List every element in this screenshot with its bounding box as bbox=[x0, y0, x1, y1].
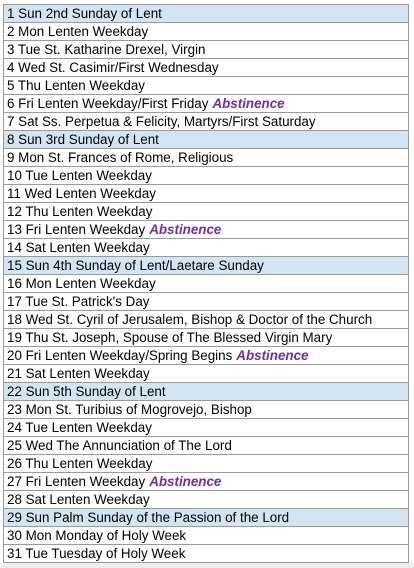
calendar-row[interactable] bbox=[3, 347, 409, 365]
calendar-row[interactable] bbox=[3, 77, 409, 95]
day-entry-text: 28 Sat Lenten Weekday bbox=[7, 492, 150, 507]
calendar-row-sunday[interactable] bbox=[3, 509, 409, 527]
day-entry-text: 12 Thu Lenten Weekday bbox=[7, 204, 153, 219]
calendar-row-sunday[interactable] bbox=[3, 131, 409, 149]
day-entry-text: 14 Sat Lenten Weekday bbox=[7, 240, 150, 255]
calendar-row[interactable] bbox=[3, 59, 409, 77]
day-entry-text: 8 Sun 3rd Sunday of Lent bbox=[7, 132, 159, 147]
calendar-row[interactable] bbox=[3, 41, 409, 59]
calendar-row[interactable] bbox=[3, 437, 409, 455]
day-entry-text: 31 Tue Tuesday of Holy Week bbox=[7, 546, 186, 561]
calendar-row[interactable] bbox=[3, 149, 409, 167]
calendar-row[interactable] bbox=[3, 275, 409, 293]
calendar-row[interactable] bbox=[3, 527, 409, 545]
abstinence-label: Abstinence bbox=[236, 348, 309, 363]
day-entry-text: 21 Sat Lenten Weekday bbox=[7, 366, 150, 381]
abstinence-label: Abstinence bbox=[212, 96, 285, 111]
calendar-rows bbox=[3, 5, 409, 563]
day-entry-text: 26 Thu Lenten Weekday bbox=[7, 456, 153, 471]
calendar-row[interactable] bbox=[3, 95, 409, 113]
day-entry-text: 4 Wed St. Casimir/First Wednesday bbox=[7, 60, 219, 75]
day-entry-text: 27 Fri Lenten Weekday bbox=[7, 474, 146, 489]
day-entry-text: 6 Fri Lenten Weekday/First Friday bbox=[7, 96, 209, 111]
calendar-row[interactable] bbox=[3, 545, 409, 563]
calendar-row-sunday[interactable] bbox=[3, 5, 409, 23]
day-entry-text: 25 Wed The Annunciation of The Lord bbox=[7, 438, 232, 453]
day-entry-text: 24 Tue Lenten Weekday bbox=[7, 420, 152, 435]
calendar-row[interactable] bbox=[3, 239, 409, 257]
calendar-row-sunday[interactable] bbox=[3, 383, 409, 401]
calendar-row[interactable] bbox=[3, 311, 409, 329]
day-entry-text: 1 Sun 2nd Sunday of Lent bbox=[7, 6, 162, 21]
calendar-row[interactable] bbox=[3, 419, 409, 437]
calendar-row[interactable] bbox=[3, 473, 409, 491]
abstinence-label: Abstinence bbox=[149, 474, 222, 489]
day-entry-text: 20 Fri Lenten Weekday/Spring Begins bbox=[7, 348, 233, 363]
day-entry-text: 2 Mon Lenten Weekday bbox=[7, 24, 149, 39]
calendar-row[interactable] bbox=[3, 455, 409, 473]
day-entry-text: 19 Thu St. Joseph, Spouse of The Blessed Virgin Mary bbox=[7, 330, 333, 345]
calendar-row[interactable] bbox=[3, 203, 409, 221]
calendar-row[interactable] bbox=[3, 401, 409, 419]
day-entry-text: 16 Mon Lenten Weekday bbox=[7, 276, 156, 291]
calendar-row-sunday[interactable] bbox=[3, 257, 409, 275]
day-entry-text: 23 Mon St. Turibius of Mogrovejo, Bishop bbox=[7, 402, 252, 417]
calendar-row[interactable] bbox=[3, 365, 409, 383]
day-entry-text: 9 Mon St. Frances of Rome, Religious bbox=[7, 150, 234, 165]
calendar-row[interactable] bbox=[3, 167, 409, 185]
day-entry-text: 30 Mon Monday of Holy Week bbox=[7, 528, 187, 543]
day-entry-text: 29 Sun Palm Sunday of the Passion of the Lord bbox=[7, 510, 290, 525]
day-entry-text: 17 Tue St. Patrick's Day bbox=[7, 294, 150, 309]
calendar-row[interactable] bbox=[3, 491, 409, 509]
day-entry-text: 10 Tue Lenten Weekday bbox=[7, 168, 152, 183]
day-entry-text: 22 Sun 5th Sunday of Lent bbox=[7, 384, 166, 399]
day-entry-text: 5 Thu Lenten Weekday bbox=[7, 78, 145, 93]
day-entry-text: 13 Fri Lenten Weekday bbox=[7, 222, 146, 237]
calendar-row[interactable] bbox=[3, 113, 409, 131]
calendar-row[interactable] bbox=[3, 221, 409, 239]
day-entry-text: 15 Sun 4th Sunday of Lent/Laetare Sunday bbox=[7, 258, 264, 273]
day-entry-text: 7 Sat Ss. Perpetua & Felicity, Martyrs/First Saturday bbox=[7, 114, 316, 129]
abstinence-label: Abstinence bbox=[149, 222, 222, 237]
sheet-bottom-edge bbox=[0, 563, 414, 568]
calendar-row[interactable] bbox=[3, 185, 409, 203]
day-entry-text: 11 Wed Lenten Weekday bbox=[7, 186, 156, 201]
day-entry-text: 18 Wed St. Cyril of Jerusalem, Bishop & Doctor of the Church bbox=[7, 312, 373, 327]
calendar-row[interactable] bbox=[3, 293, 409, 311]
calendar-table bbox=[3, 4, 409, 563]
calendar-row[interactable] bbox=[3, 329, 409, 347]
day-entry-text: 3 Tue St. Katharine Drexel, Virgin bbox=[7, 42, 206, 57]
calendar-row[interactable] bbox=[3, 23, 409, 41]
